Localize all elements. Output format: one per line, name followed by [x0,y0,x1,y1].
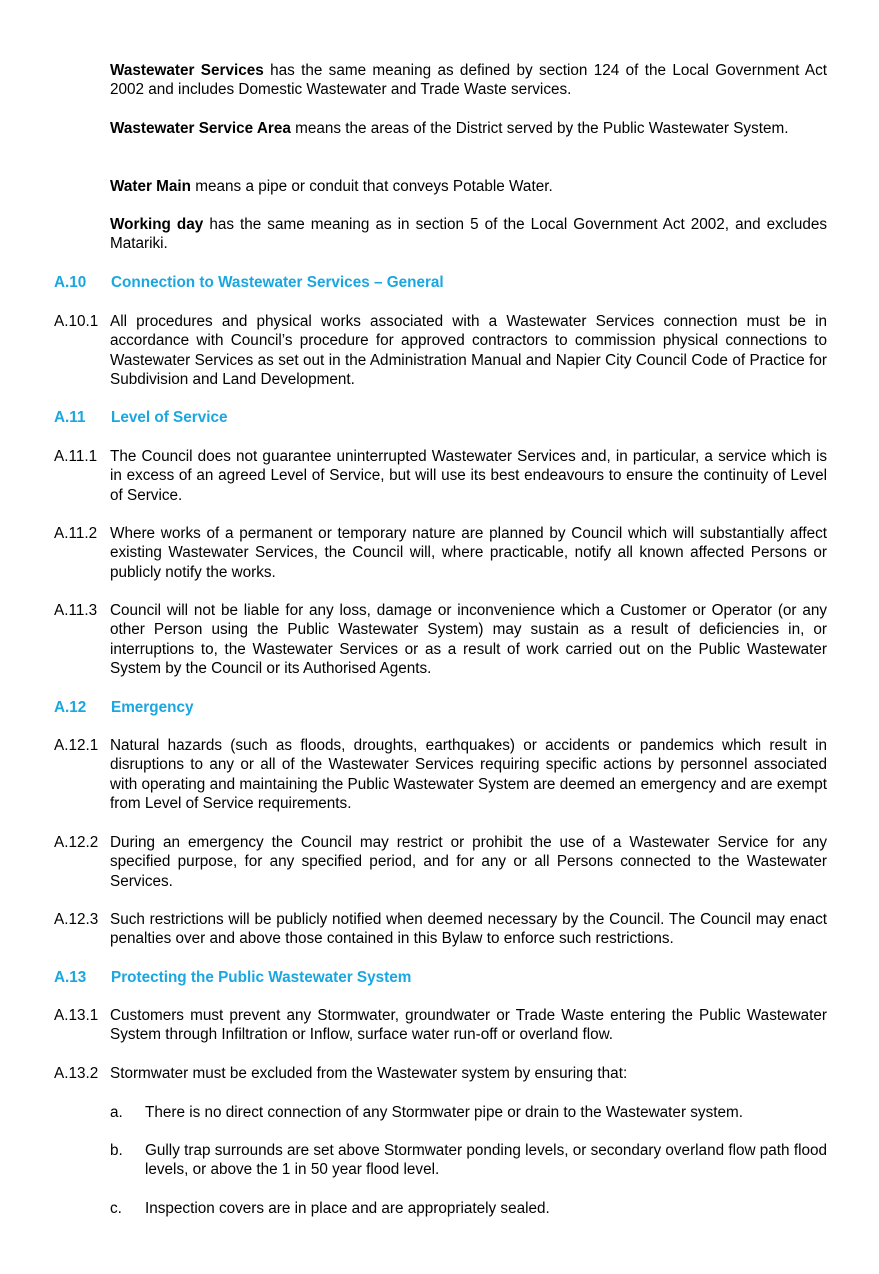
section-number: A.11 [54,409,86,426]
clause-a13-2 [54,1064,827,1083]
subitem-label: b. [110,1142,123,1159]
clause-text: Stormwater must be excluded from the Wastewater system by ensuring that: [110,1065,628,1082]
definition-water-main [110,177,827,196]
clause-text: All procedures and physical works associated with a Wastewater Services connection must be in accordance with Council’s procedure for approved contractors to commission physical connections to Wastewater Services as set out in the Administration Manual and Napier City Council Code of Practice for Subdivision and Land Development. [110,313,827,389]
section-title: Emergency [111,699,194,716]
clause-text: Customers must prevent any Stormwater, groundwater or Trade Waste entering the Public Wastewater System through Infiltration or Inflow, surface water run-off or overland flow. [110,1007,827,1044]
subitem-c [110,1199,827,1218]
definition-term: Working day [110,216,204,233]
section-title: Protecting the Public Wastewater System [111,969,412,986]
clause-a13-1 [54,1006,827,1045]
clause-text: The Council does not guarantee uninterrupted Wastewater Services and, in particular, a service which is in excess of an agreed Level of Service, but will use its best endeavours to ensure the continuity of Level of Service. [110,448,827,504]
clause-number: A.12.1 [54,737,99,754]
clause-text: Where works of a permanent or temporary nature are planned by Council which will substantially affect existing Wastewater Services, the Council will, where practicable, notify all known affected Persons or publicly notify the works. [110,525,827,581]
subitem-text: Gully trap surrounds are set above Stormwater ponding levels, or secondary overland flow path flood levels, or above the 1 in 50 year flood level. [145,1142,827,1179]
section-title: Level of Service [111,409,228,426]
subitem-label: a. [110,1104,123,1121]
clause-text: During an emergency the Council may restrict or prohibit the use of a Wastewater Service for any specified purpose, for any specified period, and for any or all Persons connected to the Wastewater Services. [110,834,827,890]
section-title: Connection to Wastewater Services – General [111,274,444,291]
clause-text: Council will not be liable for any loss, damage or inconvenience which a Customer or Operator (or any other Person using the Public Wastewater System) may sustain as a result of deficiencies in, or interruptions to, the Wastewater Services or as a result of work carried out on the Public Wastewater System by the Council or its Authorised Agents. [110,602,827,678]
clause-a11-3 [54,601,827,679]
clause-text: Such restrictions will be publicly notified when deemed necessary by the Council. The Council may enact penalties over and above those contained in this Bylaw to enforce such restrictions. [110,911,827,948]
clause-a12-1 [54,736,827,814]
section-heading-a11 [54,408,827,427]
definition-working-day [110,215,827,254]
definition-text: means the areas of the District served by the Public Wastewater System. [290,120,789,137]
clause-a12-3 [54,910,827,949]
definition-term: Wastewater Services [110,62,264,79]
definition-text: means a pipe or conduit that conveys Potable Water. [191,178,553,195]
clause-number: A.11.1 [54,448,98,465]
clause-number: A.12.2 [54,834,99,851]
definition-wastewater-service-area [110,119,827,138]
definition-term: Water Main [110,178,192,195]
subitem-text: Inspection covers are in place and are appropriately sealed. [145,1200,550,1217]
clause-number: A.11.3 [54,602,98,619]
clause-a12-2 [54,833,827,891]
clause-a11-1 [54,447,827,505]
section-heading-a13 [54,968,827,987]
clause-text: Natural hazards (such as floods, droughts, earthquakes) or accidents or pandemics which result in disruptions to any or all of the Wastewater Services requiring specific actions by personnel associated with operating and maintaining the Public Wastewater System are deemed an emergency and are exempt from Level of Service requirements. [110,737,827,813]
section-number: A.10 [54,274,87,291]
subitem-b [110,1141,827,1180]
subitem-text: There is no direct connection of any Stormwater pipe or drain to the Wastewater system. [145,1104,743,1121]
section-number: A.13 [54,969,87,986]
section-number: A.12 [54,699,87,716]
clause-number: A.12.3 [54,911,99,928]
definition-text: has the same meaning as in section 5 of the Local Government Act 2002, and excludes Matariki. [110,216,827,253]
clause-a10-1 [54,312,827,390]
clause-number: A.13.2 [54,1065,99,1082]
definition-wastewater-services [110,61,827,100]
definition-term: Wastewater Service Area [110,120,291,137]
clause-number: A.10.1 [54,313,99,330]
clause-number: A.11.2 [54,525,98,542]
clause-number: A.13.1 [54,1007,99,1024]
section-heading-a12 [54,698,827,717]
subitem-label: c. [110,1200,122,1217]
subitem-a [110,1103,827,1122]
section-heading-a10 [54,273,827,292]
definition-text: has the same meaning as defined by section 124 of the Local Government Act 2002 and includes Domestic Wastewater and Trade Waste services. [110,62,827,99]
clause-a11-2 [54,524,827,582]
